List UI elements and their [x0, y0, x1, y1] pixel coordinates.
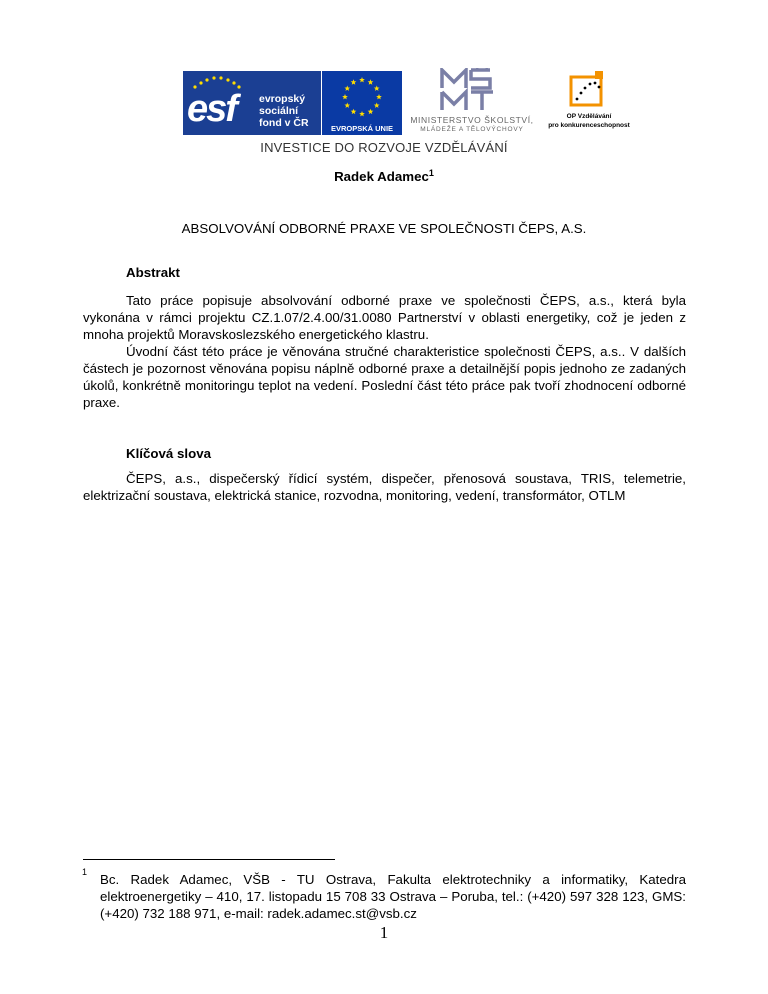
eu-star-icon [344, 103, 350, 108]
footnote-mark: 1 [82, 867, 88, 877]
eu-star-icon [351, 79, 357, 84]
eu-star-icon [374, 103, 380, 108]
footnote-rule [83, 859, 335, 860]
eu-logo [322, 71, 402, 135]
keywords-text: ČEPS, a.s., dispečerský řídicí systém, dispečer, přenosová soustava, TRIS, telemetrie, elektrizační soustava, elektrická stanice, rozvodna, monitoring, vedení, transformátor, OTLM [83, 471, 686, 503]
msmt-logo [408, 68, 536, 136]
eu-star-icon [376, 94, 382, 99]
op-line-2: pro konkurenceschopnost [548, 122, 630, 129]
op-logo [543, 69, 635, 135]
eu-star-circle-icon [322, 71, 402, 123]
eu-flag [322, 71, 402, 123]
author-line [0, 168, 768, 185]
msmt-line-2: MLÁDEŽE A TĚLOVÝCHOVY [420, 126, 524, 133]
author-name: Radek Adamec [334, 169, 429, 184]
msmt-line-1: MINISTERSTVO ŠKOLSTVÍ, [410, 115, 534, 125]
abstract-paragraph-2: Úvodní část této práce je věnována stručné charakteristice společnosti ČEPS, a.s.. V dalších částech je pozornost věnována popisu náplně odborné praxe a detailnější popis jednoho ze zadaných úkolů, konkrétně monitoringu teplot na vedení. Poslední část této práce pak tvoří zhodnocení odborné praxe. [83, 344, 686, 410]
esf-word-2: sociální [259, 105, 299, 117]
op-ladder-icon [569, 69, 609, 109]
esf-word-3: fond v ČR [259, 117, 309, 129]
eu-star-icon [359, 111, 365, 116]
esf-word-1: evropský [259, 93, 306, 105]
eu-star-icon [351, 109, 357, 114]
op-line-1: OP Vzdělávání [566, 113, 612, 120]
eu-star-icon [368, 109, 374, 114]
msmt-monogram-icon [438, 68, 498, 112]
abstract-heading: Abstrakt [126, 265, 180, 280]
esf-text [259, 93, 309, 129]
author-footnote-ref: 1 [428, 168, 434, 178]
eu-star-icon [342, 94, 348, 99]
esf-logo [183, 71, 321, 135]
footnote-text: Bc. Radek Adamec, VŠB - TU Ostrava, Fakulta elektrotechniky a informatiky, Katedra elektroenergetiky – 410, 17. listopadu 15 708 33 Ostrava – Poruba, tel.: (+420) 597 328 123, GMS: (+420) 732 188 971, e-mail: radek.adamec.st@vsb.cz [100, 872, 686, 921]
eu-star-icon [374, 86, 380, 91]
page-number: 1 [379, 923, 389, 942]
eu-star-icon [359, 77, 365, 82]
keywords-heading: Klíčová slova [126, 446, 211, 461]
eu-caption: EVROPSKÁ UNIE [322, 123, 402, 135]
eu-star-icon [368, 79, 374, 84]
paper-title: ABSOLVOVÁNÍ ODBORNÉ PRAXE VE SPOLEČNOSTI ČEPS, A.S. [181, 221, 587, 236]
esf-mark: esf [187, 88, 236, 130]
abstract-paragraph-1: Tato práce popisuje absolvování odborné praxe ve společnosti ČEPS, a.s., která byla vykonána v rámci projektu CZ.1.07/2.4.00/31.0080 Partnerství v oblasti energetiky, což je jeden z mnoha projektů Moravskoslezského energetického klastru. [83, 293, 686, 342]
eu-star-icon [344, 86, 350, 91]
investice-tagline: INVESTICE DO ROZVOJE VZDĚLÁVÁNÍ [260, 140, 508, 155]
